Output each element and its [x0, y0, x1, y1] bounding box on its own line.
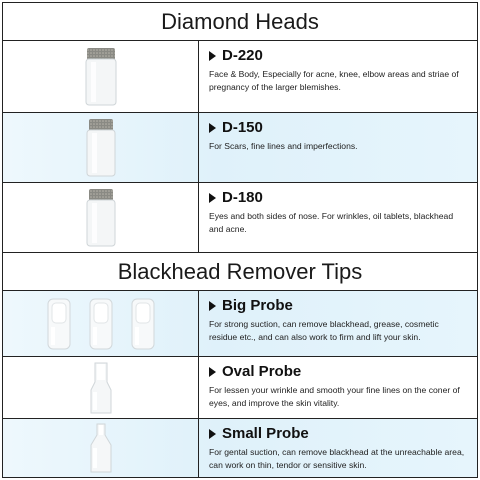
section-title: Blackhead Remover Tips [117, 258, 363, 284]
item-text-cell [199, 41, 477, 112]
item-text-cell [199, 183, 477, 252]
item-title-row [209, 189, 469, 206]
item-description: For gental suction, can remove blackhead at the unreachable area, can work on thin, tendor or sensitive skin. [209, 447, 465, 470]
big-probe-image [88, 297, 114, 351]
item-row-d150 [3, 113, 477, 183]
triangle-bullet-icon [209, 51, 216, 61]
item-description: Face & Body, Especially for acne, knee, elbow areas and striae of pregnancy of the larger blemishes. [209, 69, 459, 92]
product-chart [2, 2, 478, 478]
item-description: For Scars, fine lines and imperfections. [209, 141, 358, 151]
item-text-cell [199, 113, 477, 182]
item-image-cell [3, 41, 199, 112]
item-text-cell [199, 419, 477, 477]
item-title: D-220 [222, 47, 263, 64]
item-row-oval-probe [3, 357, 477, 419]
big-probe-image [130, 297, 156, 351]
item-title: Small Probe [222, 425, 309, 442]
section-title: Diamond Heads [161, 8, 319, 34]
section-header-blackhead-tips [3, 253, 477, 291]
item-text-cell [199, 291, 477, 356]
item-row-big-probe [3, 291, 477, 357]
item-image-cell [3, 357, 199, 418]
triangle-bullet-icon [209, 123, 216, 133]
item-text-cell [199, 357, 477, 418]
small-probe-image [86, 421, 116, 475]
oval-probe-image [86, 360, 116, 416]
triangle-bullet-icon [209, 193, 216, 203]
item-image-cell [3, 183, 199, 252]
item-image-cell [3, 113, 199, 182]
item-title: Big Probe [222, 297, 293, 314]
item-image-cell [3, 291, 199, 356]
item-title-row [209, 47, 469, 64]
item-row-d220 [3, 41, 477, 113]
big-probe-image [46, 297, 72, 351]
item-row-small-probe [3, 419, 477, 477]
item-title: D-150 [222, 119, 263, 136]
diamond-head-d220-image [81, 46, 121, 108]
item-title: D-180 [222, 189, 263, 206]
triangle-bullet-icon [209, 301, 216, 311]
item-image-cell [3, 419, 199, 477]
section-header-diamond-heads [3, 3, 477, 41]
item-title-row [209, 119, 469, 136]
item-title-row [209, 363, 469, 380]
item-title: Oval Probe [222, 363, 302, 380]
diamond-head-d180-image [81, 187, 121, 249]
triangle-bullet-icon [209, 429, 216, 439]
item-description: For lessen your wrinkle and smooth your fine lines on the coner of eyes, and improve the skin vitality. [209, 385, 460, 408]
item-description: For strong suction, can remove blackhead, grease, cosmetic residue etc., and can also work to firm and lift your skin. [209, 319, 439, 342]
item-title-row [209, 297, 469, 314]
item-title-row [209, 425, 469, 442]
diamond-head-d150-image [81, 117, 121, 179]
triangle-bullet-icon [209, 367, 216, 377]
item-description: Eyes and both sides of nose. For wrinkles, oil tablets, blackhead and acne. [209, 211, 454, 234]
item-row-d180 [3, 183, 477, 253]
